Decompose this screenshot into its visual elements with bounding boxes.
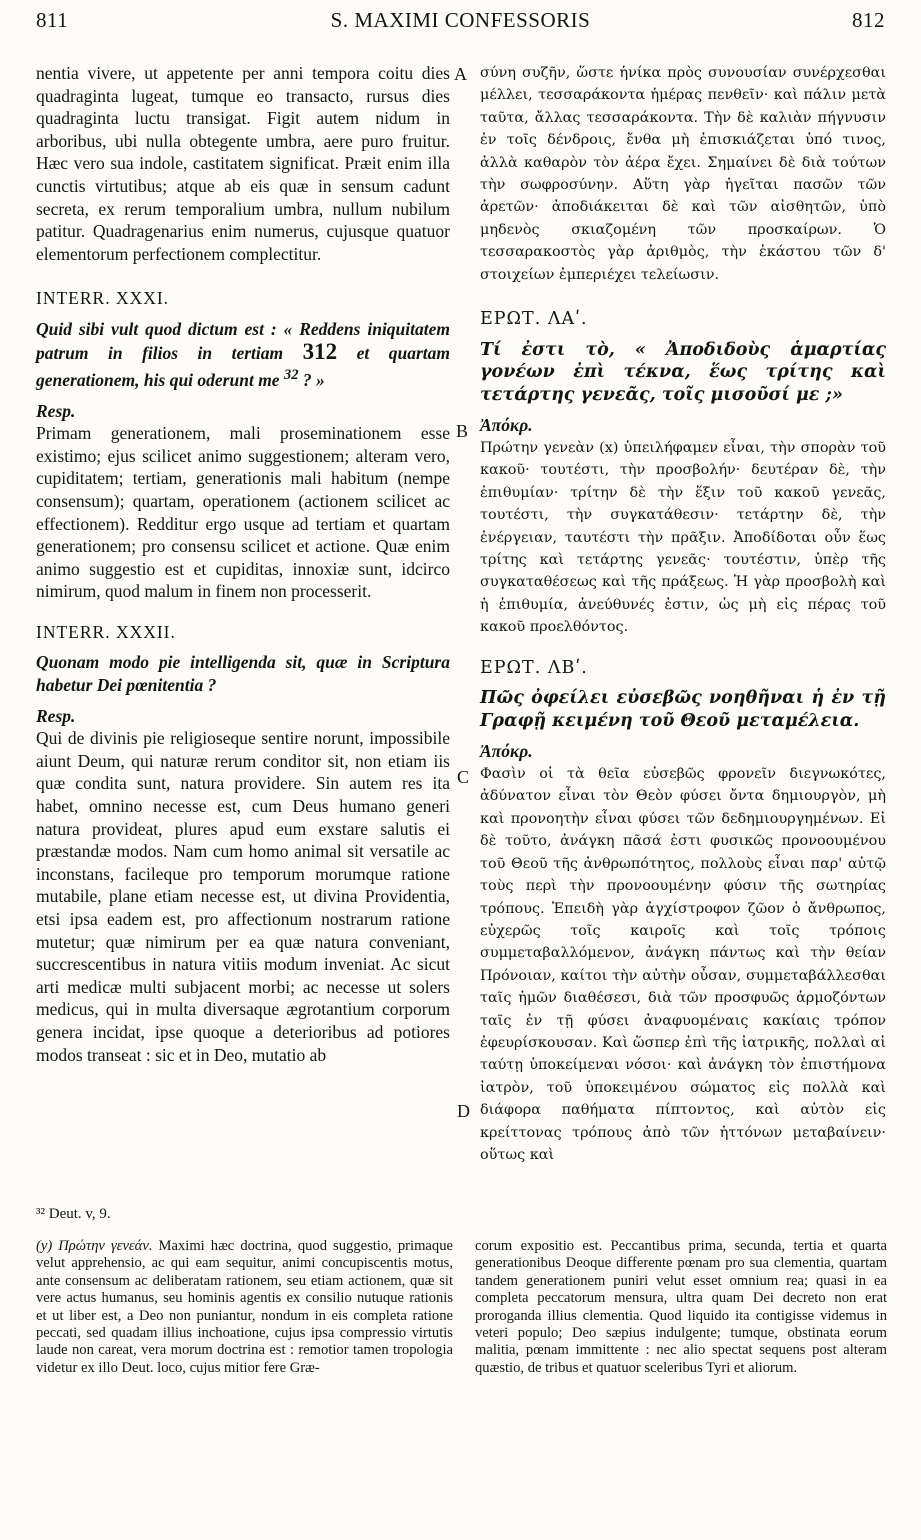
margin-letter-c: C [457,767,470,787]
greek-intro-paragraph: σύνη συζῆν, ὥστε ἡνίκα πρὸς συνουσίαν συνέρχεσθαι μέλλει, τεσσαράκοντα ἡμέρας πενθεῖν· καὶ πάλιν μετὰ ταῦτα, ἄλλας τεσσαράκοντα. Τὴν δὲ καλιὰν πήγνυσιν ἐν τοῖς δένδροις, ἔνθα μὴ ἐπισκιάζεται ὑπό τινος, ἀλλὰ καθαρὸν τὸν ἀέρα ἔχει. Σημαίνει δὲ διὰ τούτων τὴν σωφροσύνην. Αὕτη γὰρ ἡγεῖται πασῶν τῶν ἀρετῶν· ἀποδιάκειται δὲ καὶ τῶν αἰσθητῶν, ὑπὸ μηδενὸς σκιαζομένη τῶν προσκαίρων. Ὁ τεσσαρακοστὸς γὰρ ἀριθμὸς, τὴν ἑκάστου τῶν δ' στοιχείων ἐμπεριέχει τελείωσιν. [480,65,886,283]
interr-32-heading: INTERR. XXXII. [36,621,176,642]
latin-column [36,62,450,1177]
erot-31-answer: Πρώτην γενεὰν (x) ὑπειλήφαμεν εἶναι, τὴν σπορὰν τοῦ κακοῦ· τουτέστι, τὴν προσβολήν· δευτέραν δὲ, τὴν ἐπιθυμίαν· τρίτην δὲ τὴν ἕξιν τοῦ κακοῦ γενεᾶς, τουτέστι, τὴν συγκατάθεσιν· τετάρτην δὲ, τὴν ἐνέργειαν, ταυτέστι τὴν πρᾶξιν. Ἀποδίδοται οὖν ἕως τρίτης καὶ τετάρτης γενεᾶς· τουτέστιν, ὑπὲρ τῆς συγκαταθέσεως καὶ τῆς πράξεως. Ἡ γὰρ προσβολὴ καὶ ἡ ἐπιθυμία, ἀνεύθυνές ἐστιν, ὡς μὴ εἰς πέρας τοῦ κακοῦ προελθόντος. [480,440,886,636]
erot-31-question: Τί ἐστι τὸ, « Ἀποδιδοὺς ἁμαρτίας γονέων ἐπὶ τέκνα, ἕως τρίτης καὶ τετάρτης γενεᾶς, τοῖς μισοῦσί με ;» [480,339,886,405]
page-marker-312: 312 [302,338,338,364]
erot-32-resp-label: Ἀπόκρ. [480,741,533,762]
interr-32-question: Quonam modo pie intelligenda sit, quæ in Scriptura habetur Dei pœnitentia ? [36,652,450,696]
greek-column [480,62,886,1177]
endnote-left-text: Maximi hæc doctrina, quod suggestio, primaque velut apprehensio, ac qui eam sequitur, animi concupiscentis motus, ante consensum ac deliberatam rationem, seu etiam actionem, quæ sit vere actus humanus, seu hominis agentis ex consilio nutuque rationis et ut liber est, a Deo non puniantur, nondum in eis completa ratione peccati, sed quadam illius inchoatione, cujus ipsa compressio virtutis laude non careat, vera morum doctrina est : remotior tamen tropologia videtur ex illo Deut. loco, cujus mitior fere Græ- [36,1238,453,1376]
running-title: S. MAXIMI CONFESSORIS [330,8,591,32]
erot-32-answer: Φασὶν οἱ τὰ θεῖα εὐσεβῶς φρονεῖν διεγνωκότες, ἀδύνατον εἶναι τὸν Θεὸν φύσει ὄντα δημιουργὸν, μὴ καὶ προνοητὴν εἶναι φύσει τῶν δεδημιουργημένων. Εἰ δὲ τοῦτο, ἀνάγκη πᾶσά ἐστι φυσικῶς προνοουμένου τοῦ Θεοῦ τῆς ἀνθρωπότητος, πολλοὺς εἶναι παρ' αὐτῷ τοὺς περὶ τὴν προνοουμένην φύσιν τῆς σωτηρίας τρόπους. Ἐπειδὴ γὰρ ἀγχίστροφον ζῶον ὁ ἄνθρωπος, εὐχερῶς τοῖς καιροῖς καὶ τοῖς τρόποις συμμεταβαλλόμενον, ἀνάγκη πάντως καὶ τὴν θείαν Πρόνοιαν, καίτοι τὴν αὐτὴν οὖσαν, συμμεταβάλλεσθαι ταῖς ἡμῶν διαθέσεσι, διὰ τῶν προσφυῶς ἁρμοζόντων ταῖς ἐν τῇ φύσει ἀναφυομέναις κακίαις τρόπον ἐφευρίσκουσαν. Καὶ ὥσπερ ἐπὶ τῆς ἰατρικῆς, πολλαὶ αἱ ταύτῃ ὑποκείμεναι νόσοι· καὶ ἀνάγκη τὸν ἐπιστήμονα ἰατρὸν, τοῦ ὑποκειμένου σώματος εἰς πολλὰ καὶ διάφορα παθήματα πίπτοντος, καὶ αὐτὸν εἰς κρείττονας τρόπους ἀπὸ τῶν ἡττόνων μεταβαίνειν· οὕτως καὶ [480,766,886,1163]
interr-31-answer: Primam generationem, mali proseminationem esse existimo; ejus scilicet animo suggestionem; alteram vero, cupiditatem; tertiam, generationis mali habitum (nempe consensum); quartam, operationem (actionem scilicet ac effectionem). Redditur ergo usque ad tertiam et quartam generationem; pro consensu scilicet et actione. Quæ enim animo suggestio est et cupiditas, innoxiæ sunt, idcirco nimirum, quod malum in finem non processerit. [36,423,450,602]
latin-intro-paragraph: nentia vivere, ut appetente per anni tempora coitu dies quadraginta lugeat, tumque eo transacto, rursus dies quadraginta luctu transigat. Figit autem nidum in arboribus, ubi nulla obtegente umbra, aere puro fruitur. Hæc vero sua indole, castitatem significat. Præit enim illa cunctis virtutibus; atque ab eis quæ in sensum cadunt secreta, ex rerum temporalium umbra, nullum nubilum patitur. Quadragenarius enim numerus, cujusque quatuor elementorum perfectionem complectitur. [36,63,450,264]
margin-letter-b: B [456,421,469,441]
interr-31-resp-label: Resp. [36,400,76,421]
interr-31-heading: INTERR. XXXI. [36,288,170,309]
endnote-label: (y) Πρώτην γενεάν. [36,1238,153,1254]
erot-32-question: Πῶς ὀφείλει εὐσεβῶς νοηθῆναι ἡ ἐν τῇ Γραφῇ κειμένη τοῦ Θεοῦ μεταμέλεια. [480,688,886,731]
footnote-32: ³² Deut. v, 9. [36,1206,111,1222]
endnote-left [36,1238,453,1528]
page-number-right: 812 [852,8,885,32]
erot-31-resp-label: Ἀπόκρ. [480,415,533,436]
margin-letter-d: D [457,1101,470,1121]
interr-32-resp-label: Resp. [36,705,76,726]
interr-32-answer: Qui de divinis pie religioseque sentire norunt, impossibile aiunt Deum, qui naturæ rerum conditor sit, non etiam iis quæ condita sunt, natura providere. Sin autem res ita habet, omnino necesse est, cum Deus humano generi natura provideat, plures apud eum exstare salutis ei præstandæ modos. Nam cum homo animal sit versatile ac inconstans, facileque pro temporum morumque ratione mutabile, plane etiam necesse est, ut divina Providentia, etsi ipsa eadem est, pro affectionum nostrarum ratione mutetur; quæ nimirum per ea quæ natura conveniant, succrescentibus in natura vitiis modum inveniat. Ac sicut arti medicæ multi subjacent morbi; ac necesse ut solers medicus, qui in multa diversaque ægrotantium corporum genera incidat, ipse quoque a deterioribus ad potiores modos transeat : sic et in Deo, mutatio ab [36,728,450,1065]
erot-31-heading: ΕΡΩΤ. ΛΑʹ. [480,309,588,330]
interr-31-question: Quid sibi vult quod dictum est : « Reddens iniquitatem patrum in filios in tertiam 312 et quartam generationem, his qui oderunt me $^{32}$ ? » [36,318,450,390]
erot-32-heading: ΕΡΩΤ. ΛΒʹ. [480,657,588,678]
page-header [0,8,921,48]
endnote-right-text: corum expositio est. Peccantibus prima, secunda, tertia et quarta generationibus Deoque differente pœnam pro sua clementia, quartam tandem generationem puniri velut esset omnium rea; quasi in ea completa peccatorum mensura, ultra quam Dei decreto non erat proroganda illius clementia. Quod liquido ita contigisse videmus in veteri populo; Deo sæpius indulgente; tumque, obstinata eorum malitia, pœnam immittente : nec alio spectat sequens post alteram quæstio, de tribus et quatuor sceleribus Tyri et aliorum. [475,1238,887,1376]
endnote-right [475,1238,887,1528]
page-number-left: 811 [36,8,69,32]
margin-letter-a: A [454,64,467,84]
